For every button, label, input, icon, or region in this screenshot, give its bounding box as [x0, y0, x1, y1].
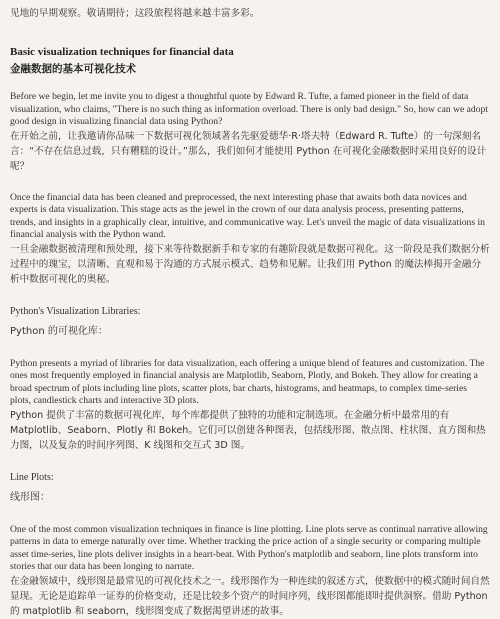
intro-tail-text: 见地的早期观察。敬请期待；这段旅程将越来越丰富多彩。: [10, 8, 260, 19]
section-title-cn: 金融数据的基本可视化技术: [10, 63, 136, 75]
paragraph-4-en: One of the most common visualization techniques in finance is line plotting. Line plots serve as continual narrative allowing patterns in data to emerge naturally over time. Whether tracking the price action of a single security or comparing multiple asset time-series, line plots deliver insights in a heart-beat. With Python's matplotlib and seaborn, line plots transform into stories that our data has been longing to narrate.: [10, 523, 488, 572]
line-plots-label-cn: 线形图：: [10, 491, 50, 503]
paragraph-3-en: Python presents a myriad of libraries for data visualization, each offering a unique blend of features and customization. The ones most frequently employed in financial analysis are Matplotlib, Seaborn, Plotly, and Bokeh. They allow for creating a broad spectrum of plots including line plots, scatter plots, bar charts, histograms, and heatmaps, to complex time-series plots, candlestick charts and interactive 3D plots.: [10, 357, 485, 406]
libraries-label-en: Python's Visualization Libraries:: [10, 305, 141, 317]
libraries-label-cn: Python 的可视化库：: [10, 325, 108, 337]
paragraph-2-cn: 一旦金融数据被清理和预处理，接下来等待数据新手和专家的有趣阶段就是数据可视化。这一阶段是我们数据分析过程中的瑰宝，以清晰、直观和易于沟通的方式展示模式、趋势和见解。让我们用 Python 的魔法棒揭开金融分析中数据可视化的奥秘。: [10, 243, 490, 285]
section-title-en: Basic visualization techniques for financial data: [10, 46, 234, 58]
line-plots-label-en: Line Plots:: [10, 471, 54, 483]
paragraph-1-cn: 在开始之前，让我邀请你品味一下数据可视化领域著名先驱爱德华·R·塔夫特（Edward R. Tufte）的一句深刻名言：“不存在信息过载，只有糟糕的设计。”那么，我们如何才能使用 Python 在可视化金融数据时采用良好的设计呢？: [10, 130, 487, 172]
paragraph-3-cn: Python 提供了丰富的数据可视化库，每个库都提供了独特的功能和定制选项。在金融分析中最常用的有 Matplotlib、Seaborn、Plotly 和 Bokeh。它们可以创建各种图表，包括线形图、散点图、柱状图、直方图和热力图，以及复杂的时间序列图、K 线图和交互式 3D 图。: [10, 409, 486, 451]
paragraph-2-en: Once the financial data has been cleaned and preprocessed, the next interesting phase that awaits both data novices and experts is data visualization. This stage acts as the jewel in the crown of our data analysis process, presenting patterns, trends, and insights in a graphically clear, intuitive, and communicative way. Let's unveil the magic of data visualizations in financial analysis with the Python wand.: [10, 191, 485, 240]
paragraph-1-en: Before we begin, let me invite you to digest a thoughtful quote by Edward R. Tufte, a famed pioneer in the field of data visualization, who claims, "There is no such thing as information overload. There is only bad design." So, how can we adopt good design in visualizing financial data using Python?: [10, 91, 488, 127]
paragraph-4-cn: 在金融领域中，线形图是最常见的可视化技术之一。线形图作为一种连续的叙述方式，使数据中的模式随时间自然显现。无论是追踪单一证券的价格变动，还是比较多个资产的时间序列，线形图都能即时提供洞察。借助 Python 的 matplotlib 和 seaborn，线形图变成了数据渴望讲述的故事。: [10, 575, 490, 617]
